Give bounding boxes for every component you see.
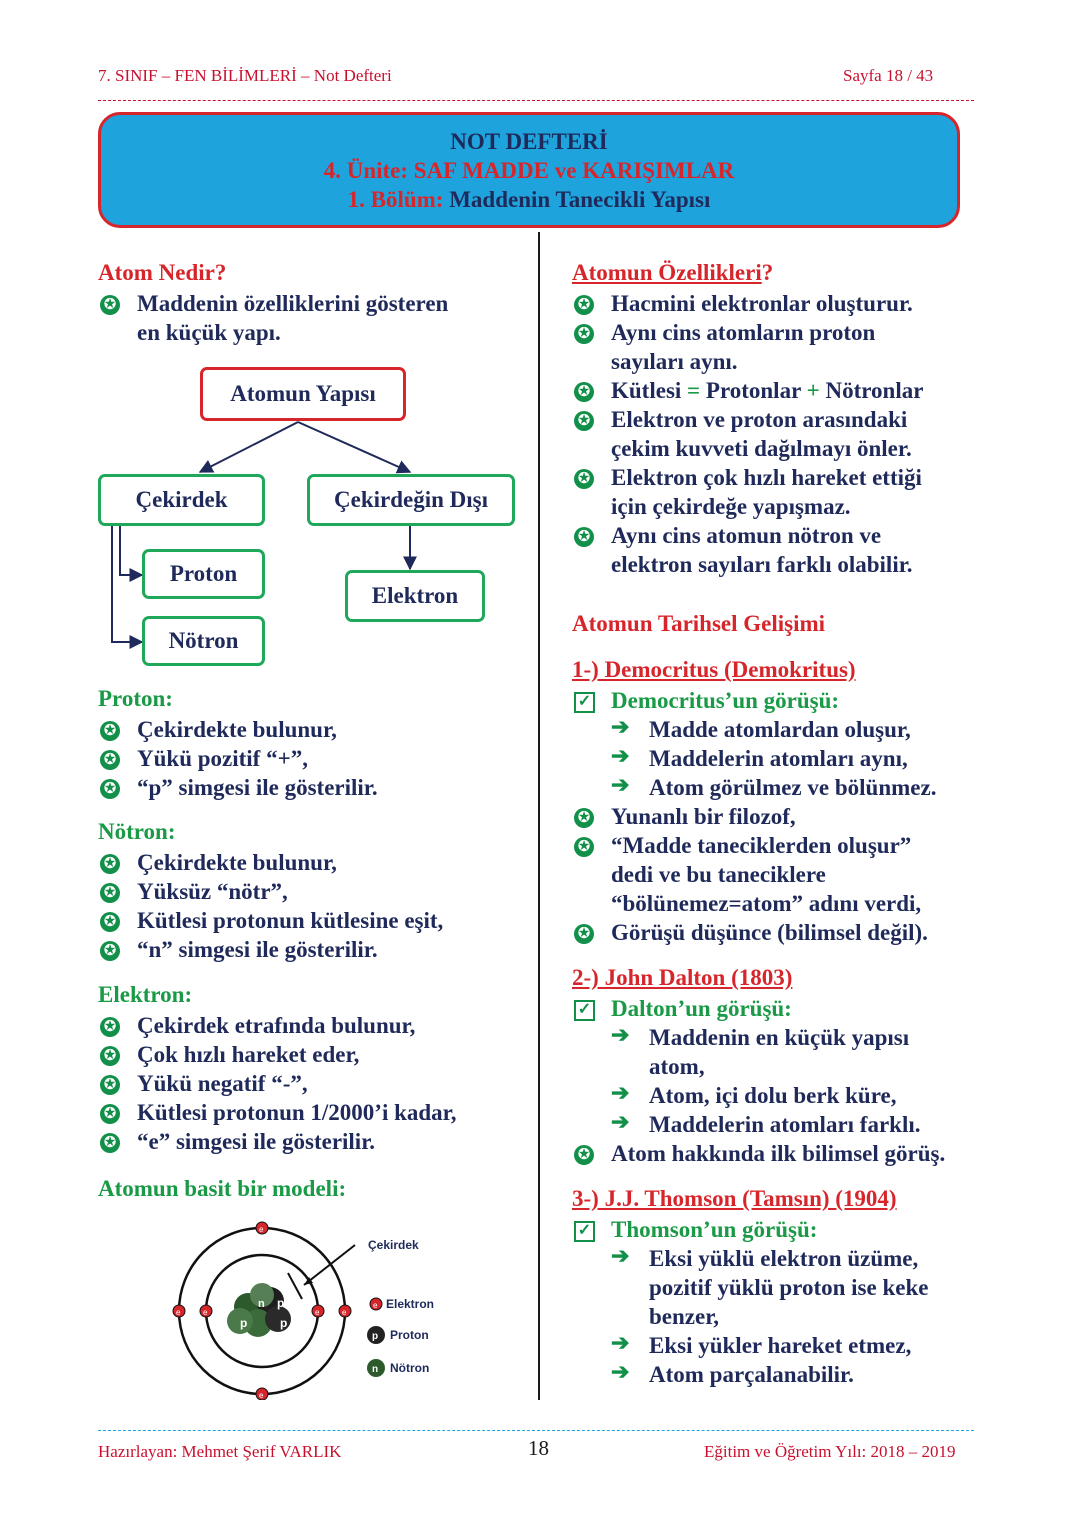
svg-text:e: e (259, 1225, 264, 1234)
democritus-fact: dedi ve bu taneciklere (611, 862, 826, 887)
electron-item: Çekirdek etrafında bulunur, (137, 1013, 416, 1038)
neutron-item: Kütlesi protonun kütlesine eşit, (137, 908, 444, 933)
diagram-outside: Çekirdeğin Dışı (307, 474, 515, 526)
star-bullet-icon: ✪ (574, 295, 594, 315)
checkbox-icon: ✓ (574, 692, 595, 713)
democritus-title: 1-) Democritus (Demokritus) (572, 657, 856, 682)
diagram-proton: Proton (142, 549, 265, 599)
star-bullet-icon: ✪ (574, 382, 594, 402)
property-item: Hacmini elektronlar oluşturur. (611, 291, 913, 316)
dalton-title: 2-) John Dalton (1803) (572, 965, 793, 990)
atom-question: Atom Nedir? (98, 260, 227, 285)
electron-item: “e” simgesi ile gösterilir. (137, 1129, 376, 1154)
electron-item: Yükü negatif “-”, (137, 1071, 308, 1096)
electron-item: Kütlesi protonun 1/2000’i kadar, (137, 1100, 457, 1125)
model-title: Atomun basit bir modeli: (98, 1176, 347, 1201)
properties-title (572, 260, 773, 286)
star-bullet-icon: ✪ (574, 924, 594, 944)
star-bullet-icon: ✪ (100, 1075, 120, 1095)
diagram-electron: Elektron (345, 570, 485, 622)
dalton-point: Atom, içi dolu berk küre, (649, 1083, 897, 1108)
header-page: Sayfa 18 / 43 (843, 66, 934, 85)
nucleus-proton-label: p (280, 1316, 288, 1330)
nucleus-pointer-label: Çekirdek (368, 1238, 419, 1252)
arrow-icon: ➔ (611, 714, 630, 739)
thomson-point: Eksi yükler hareket etmez, (649, 1333, 912, 1358)
header-divider (98, 100, 974, 101)
thomson-point: pozitif yüklü proton ise keke (649, 1275, 929, 1300)
properties-title-text: Atomun Özellikleri (572, 260, 762, 285)
proton-item: “p” simgesi ile gösterilir. (137, 775, 378, 800)
atom-definition-2: en küçük yapı. (137, 320, 281, 345)
star-bullet-icon: ✪ (100, 721, 120, 741)
neutron-item: Çekirdekte bulunur, (137, 850, 337, 875)
star-bullet-icon: ✪ (100, 941, 120, 961)
arrow-icon: ➔ (611, 1330, 630, 1355)
proton-title: Proton: (98, 686, 173, 711)
star-bullet-icon: ✪ (574, 808, 594, 828)
svg-text:e: e (176, 1308, 181, 1317)
properties-title-q: ? (761, 260, 774, 285)
property-item: Elektron çok hızlı hareket ettiği (611, 465, 922, 490)
democritus-point: Maddelerin atomları aynı, (649, 746, 908, 771)
column-divider (538, 232, 540, 1400)
footer-page-number: 18 (528, 1436, 549, 1460)
property-item: Aynı cins atomun nötron ve (611, 523, 882, 548)
legend-proton-icon: p (372, 1331, 379, 1342)
formula-equals: = (687, 378, 701, 403)
arrow-icon: ➔ (611, 1243, 630, 1268)
star-bullet-icon: ✪ (574, 469, 594, 489)
arrow-icon: ➔ (611, 743, 630, 768)
arrow-icon: ➔ (611, 772, 630, 797)
svg-text:e: e (259, 1391, 264, 1400)
footer-author: Hazırlayan: Mehmet Şerif VARLIK (98, 1442, 342, 1461)
history-title: Atomun Tarihsel Gelişimi (572, 611, 826, 636)
dalton-point: Maddenin en küçük yapısı (649, 1025, 910, 1050)
star-bullet-icon: ✪ (100, 750, 120, 770)
dalton-point: Maddelerin atomları farklı. (649, 1112, 921, 1137)
star-bullet-icon: ✪ (574, 527, 594, 547)
democritus-point: Madde atomlardan oluşur, (649, 717, 911, 742)
formula-plus: + (806, 378, 820, 403)
proton-item: Çekirdekte bulunur, (137, 717, 337, 742)
banner-unit: 4. Ünite: SAF MADDE ve KARIŞIMLAR (323, 158, 735, 183)
formula-mass: Kütlesi (611, 378, 682, 403)
star-bullet-icon: ✪ (100, 854, 120, 874)
property-mass-formula (611, 376, 923, 405)
star-bullet-icon: ✪ (100, 1046, 120, 1066)
star-bullet-icon: ✪ (100, 883, 120, 903)
democritus-fact: “Madde taneciklerden oluşur” (611, 833, 912, 858)
democritus-view: Democritus’un görüşü: (611, 688, 840, 713)
star-bullet-icon: ✪ (100, 295, 120, 315)
property-item: elektron sayıları farklı olabilir. (611, 552, 913, 577)
electron-title: Elektron: (98, 982, 193, 1007)
svg-text:e: e (342, 1308, 347, 1317)
legend-neutron: Nötron (390, 1361, 430, 1375)
banner-title: NOT DEFTERİ (450, 129, 608, 154)
star-bullet-icon: ✪ (100, 912, 120, 932)
title-banner (98, 112, 960, 228)
svg-text:e: e (203, 1308, 208, 1317)
nucleus-proton-label: p (277, 1296, 285, 1310)
star-bullet-icon: ✪ (100, 1133, 120, 1153)
banner-section-text: Maddenin Tanecikli Yapısı (449, 187, 711, 212)
property-item: sayıları aynı. (611, 349, 738, 374)
arrow-icon: ➔ (611, 1109, 630, 1134)
checkbox-icon: ✓ (574, 1000, 595, 1021)
democritus-fact: Görüşü düşünce (bilimsel değil). (611, 920, 928, 945)
atom-definition-1: Maddenin özelliklerini gösteren (137, 291, 449, 316)
banner-section (101, 185, 957, 214)
thomson-title: 3-) J.J. Thomson (Tamsın) (1904) (572, 1186, 897, 1211)
legend-electron: Elektron (386, 1297, 435, 1311)
legend-electron-icon: e (373, 1301, 378, 1310)
nucleus-proton-label: p (240, 1316, 248, 1330)
footer-year: Eğitim ve Öğretim Yılı: 2018 – 2019 (704, 1442, 956, 1461)
diagram-neutron: Nötron (142, 616, 265, 666)
nucleus-neutron-label: n (258, 1298, 265, 1310)
arrow-icon: ➔ (611, 1022, 630, 1047)
diagram-nucleus: Çekirdek (98, 474, 265, 526)
diagram-root: Atomun Yapısı (200, 367, 406, 421)
neutron-title: Nötron: (98, 819, 176, 844)
legend-proton: Proton (390, 1328, 429, 1342)
banner-section-label: 1. Bölüm: (347, 187, 444, 212)
star-bullet-icon: ✪ (100, 1017, 120, 1037)
democritus-fact: “bölünemez=atom” adını verdi, (611, 891, 922, 916)
dalton-point: atom, (649, 1054, 705, 1079)
thomson-view: Thomson’un görüşü: (611, 1217, 818, 1242)
property-item: Elektron ve proton arasındaki (611, 407, 908, 432)
neutron-item: Yüksüz “nötr”, (137, 879, 288, 904)
thomson-point: Atom parçalanabilir. (649, 1362, 854, 1387)
formula-neutrons: Nötronlar (825, 378, 924, 403)
dalton-fact: Atom hakkında ilk bilimsel görüş. (611, 1141, 946, 1166)
footer-divider (98, 1430, 974, 1431)
atom-model-figure (170, 1215, 470, 1400)
neutron-item: “n” simgesi ile gösterilir. (137, 937, 378, 962)
democritus-fact: Yunanlı bir filozof, (611, 804, 796, 829)
header-left: 7. SINIF – FEN BİLİMLERİ – Not Defteri (98, 66, 392, 85)
thomson-point: benzer, (649, 1304, 720, 1329)
star-bullet-icon: ✪ (574, 411, 594, 431)
formula-protons: Protonlar (705, 378, 801, 403)
star-bullet-icon: ✪ (574, 324, 594, 344)
svg-text:e: e (315, 1308, 320, 1317)
electron-item: Çok hızlı hareket eder, (137, 1042, 360, 1067)
legend-neutron-icon: n (372, 1364, 379, 1375)
property-item: için çekirdeğe yapışmaz. (611, 494, 851, 519)
star-bullet-icon: ✪ (574, 1145, 594, 1165)
checkbox-icon: ✓ (574, 1221, 595, 1242)
star-bullet-icon: ✪ (574, 837, 594, 857)
star-bullet-icon: ✪ (100, 779, 120, 799)
arrow-icon: ➔ (611, 1359, 630, 1384)
thomson-point: Eksi yüklü elektron üzüme, (649, 1246, 919, 1271)
property-item: çekim kuvveti dağılmayı önler. (611, 436, 912, 461)
democritus-point: Atom görülmez ve bölünmez. (649, 775, 937, 800)
dalton-view: Dalton’un görüşü: (611, 996, 792, 1021)
property-item: Aynı cins atomların proton (611, 320, 876, 345)
arrow-icon: ➔ (611, 1080, 630, 1105)
proton-item: Yükü pozitif “+”, (137, 746, 308, 771)
star-bullet-icon: ✪ (100, 1104, 120, 1124)
